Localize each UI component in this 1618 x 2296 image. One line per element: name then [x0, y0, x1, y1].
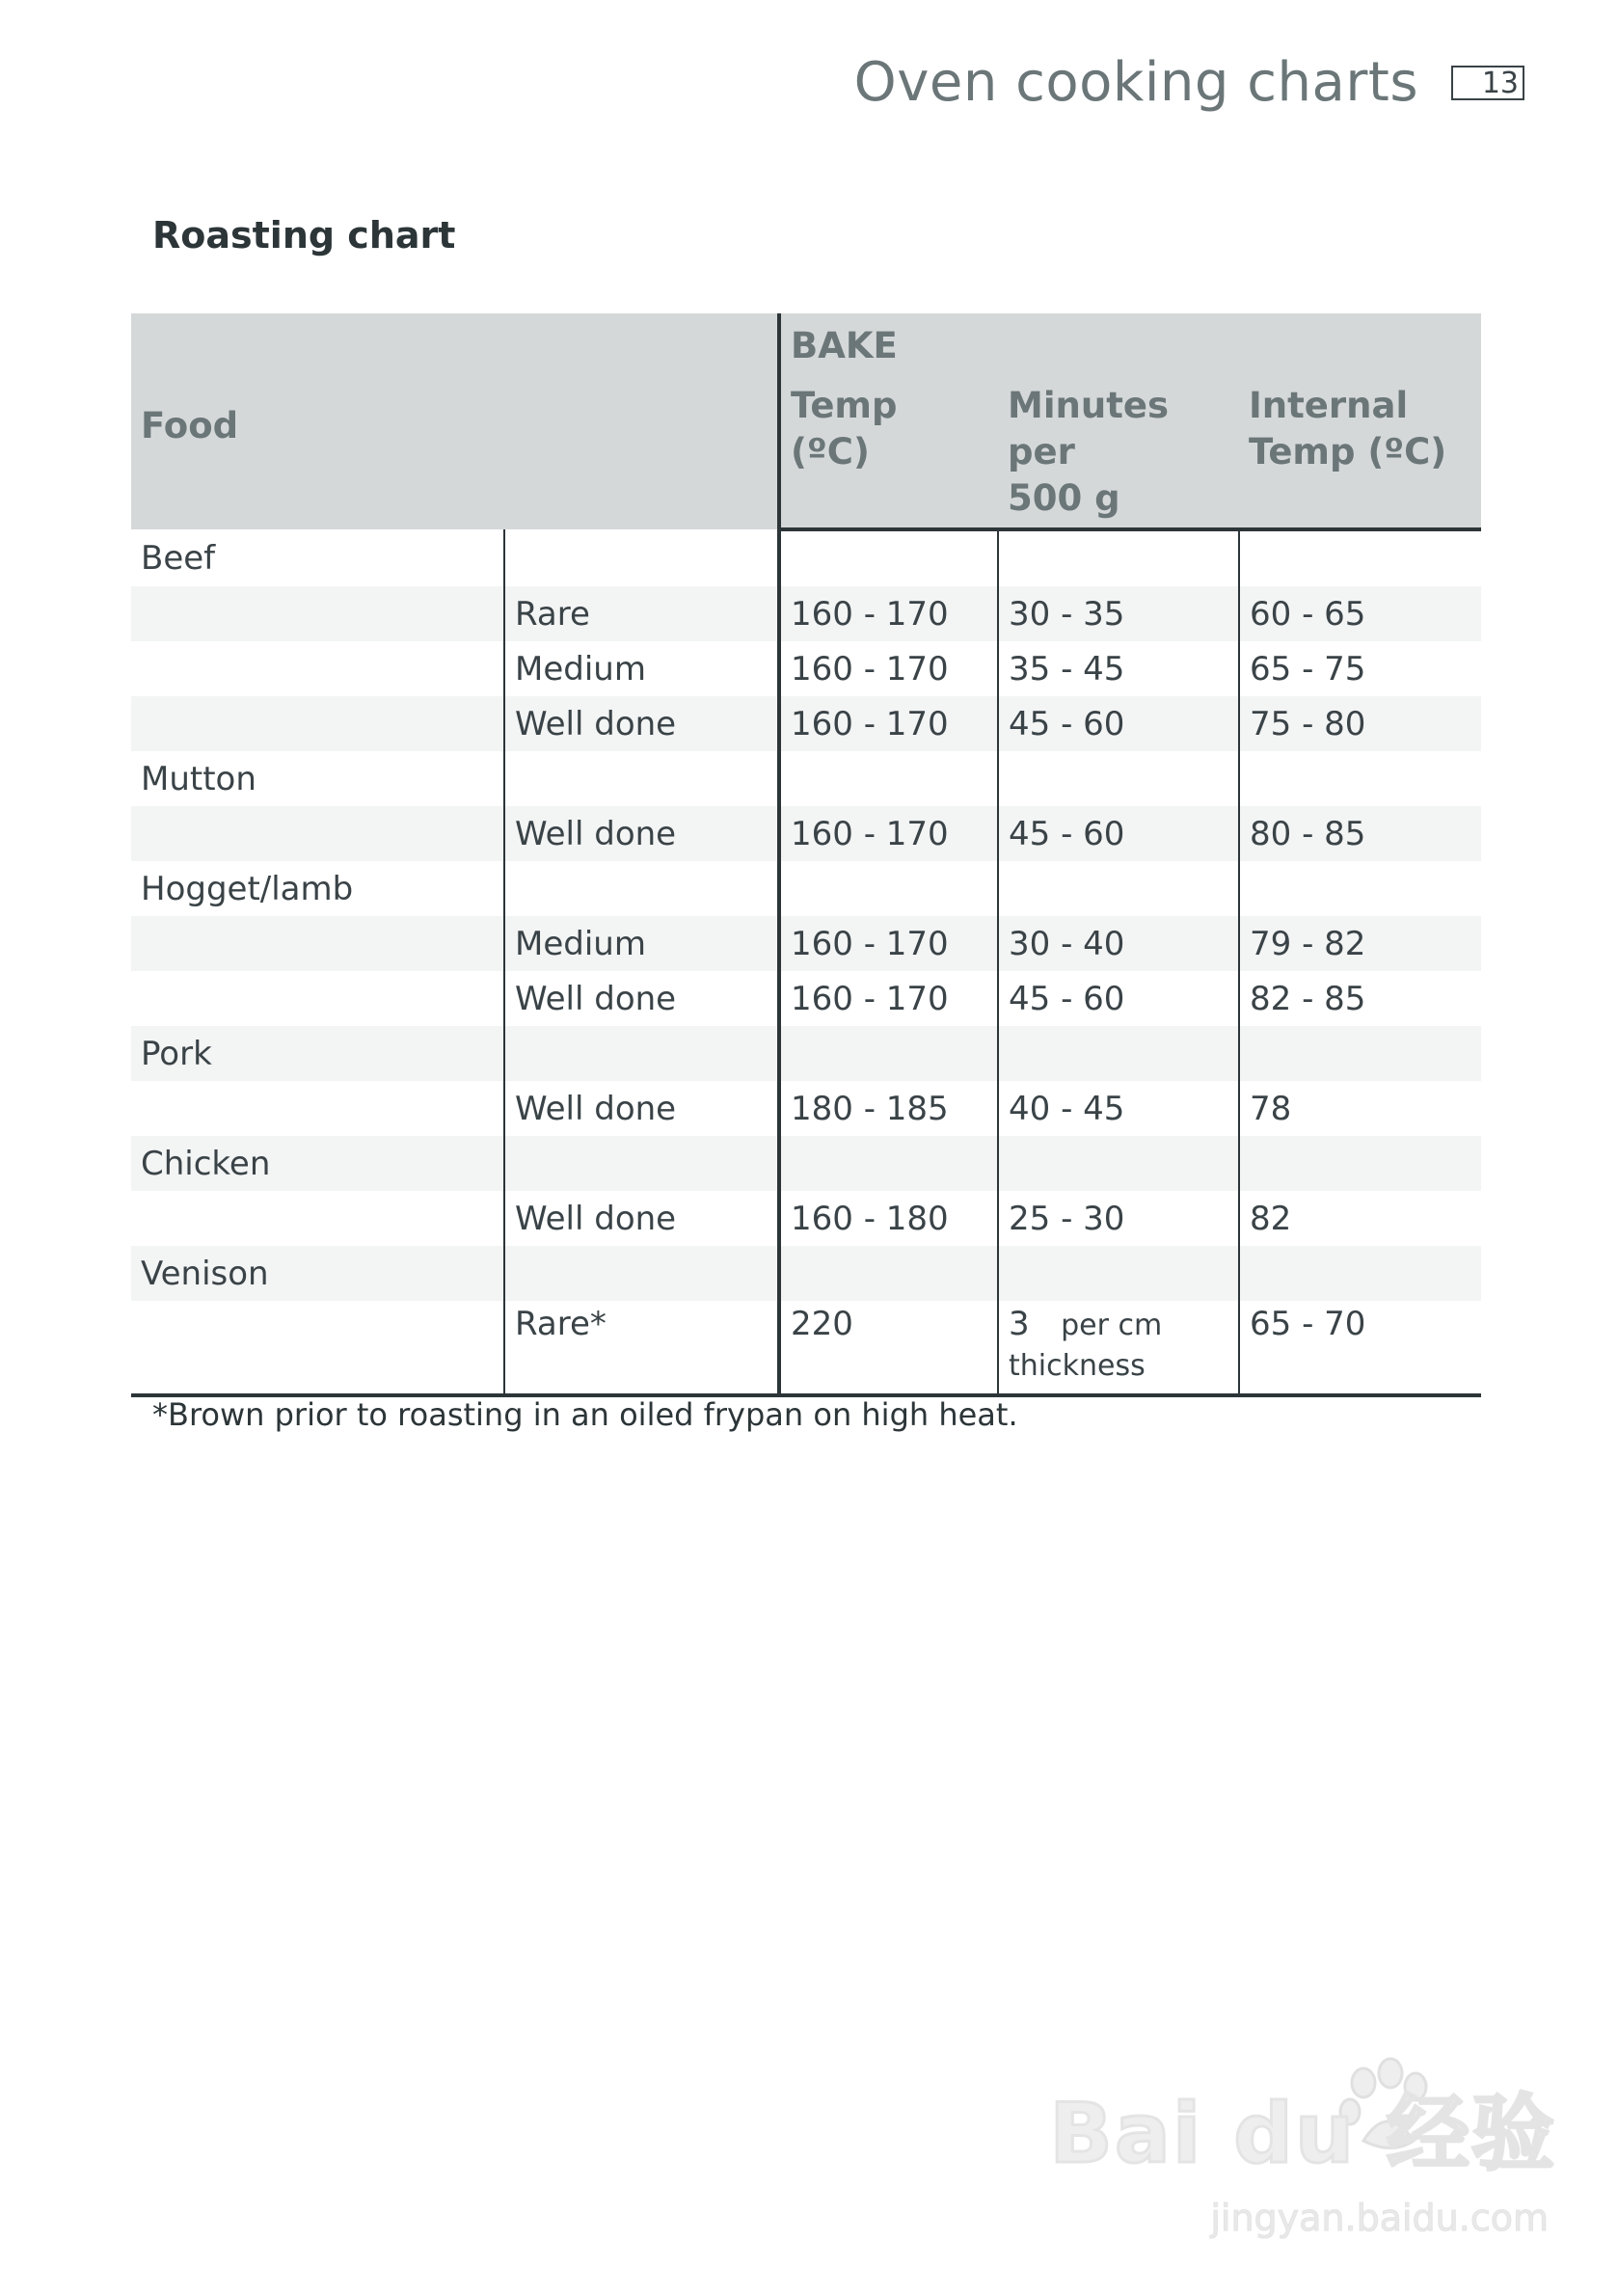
cell-internal: 82 - 85	[1239, 971, 1481, 1026]
cell-minutes	[998, 1026, 1239, 1081]
cell-doneness	[504, 751, 779, 806]
cell-internal	[1239, 529, 1481, 586]
cell-temp	[779, 751, 998, 806]
cell-temp: 160 - 170	[779, 971, 998, 1026]
cell-doneness	[504, 1136, 779, 1191]
header-internal	[1239, 383, 1481, 529]
cell-internal: 65 - 75	[1239, 641, 1481, 696]
cell-temp: 160 - 170	[779, 696, 998, 751]
cell-food: Venison	[131, 1246, 504, 1301]
table-row	[131, 586, 1481, 641]
cell-internal: 82	[1239, 1191, 1481, 1246]
cell-temp: 160 - 180	[779, 1191, 998, 1246]
cell-doneness: Well done	[504, 806, 779, 861]
table-row	[131, 1191, 1481, 1246]
cell-temp	[779, 1026, 998, 1081]
cell-minutes	[998, 1136, 1239, 1191]
cell-internal: 75 - 80	[1239, 696, 1481, 751]
header-bake: BAKE	[779, 313, 1481, 383]
header-internal-line2: Temp (ºC)	[1249, 431, 1447, 473]
cell-temp	[779, 529, 998, 586]
watermark-logo: Bai du 经验	[1049, 2086, 1556, 2182]
cell-internal: 78	[1239, 1081, 1481, 1136]
header-minutes-line2: 500 g	[1008, 477, 1120, 519]
cell-temp	[779, 1246, 998, 1301]
cell-food: Beef	[141, 538, 216, 578]
table-row	[131, 529, 1481, 586]
cell-internal	[1239, 861, 1481, 916]
cell-doneness	[504, 1026, 779, 1081]
table-row	[131, 1081, 1481, 1136]
cell-minutes: 45 - 60	[998, 696, 1239, 751]
cell-minutes-note: thickness	[1009, 1349, 1146, 1383]
cell-minutes: 40 - 45	[998, 1081, 1239, 1136]
cell-minutes	[998, 861, 1239, 916]
page-header	[853, 51, 1524, 114]
cell-food: Hogget/lamb	[141, 869, 354, 908]
cell-temp: 160 - 170	[779, 586, 998, 641]
cell-minutes: 30 - 35	[998, 586, 1239, 641]
table-row	[131, 971, 1481, 1026]
cell-internal: 65 - 70	[1239, 1301, 1481, 1395]
cell-temp: 180 - 185	[779, 1081, 998, 1136]
cell-minutes	[998, 529, 1239, 586]
cell-doneness: Well done	[504, 1081, 779, 1136]
table-row	[131, 806, 1481, 861]
cell-food	[131, 1301, 504, 1395]
cell-temp: 220	[779, 1301, 998, 1395]
cell-minutes: 45 - 60	[998, 806, 1239, 861]
cell-temp: 160 - 170	[779, 806, 998, 861]
cell-doneness: Well done	[504, 971, 779, 1026]
page-title: Oven cooking charts	[853, 51, 1418, 114]
cell-food: Pork	[131, 1026, 504, 1081]
table-row	[131, 916, 1481, 971]
cell-food	[131, 971, 504, 1026]
cell-food	[131, 696, 504, 751]
cell-internal: 80 - 85	[1239, 806, 1481, 861]
cell-minutes-value: 3	[1009, 1305, 1030, 1343]
table-row	[131, 641, 1481, 696]
cell-temp: 160 - 170	[779, 916, 998, 971]
cell-temp: 160 - 170	[779, 641, 998, 696]
cell-minutes: 25 - 30	[998, 1191, 1239, 1246]
cell-internal	[1239, 751, 1481, 806]
page-number: 13	[1451, 66, 1524, 100]
cell-doneness: Well done	[504, 696, 779, 751]
watermark-url: jingyan.baidu.com	[1210, 2197, 1549, 2239]
cell-doneness	[504, 529, 779, 586]
cell-internal	[1239, 1246, 1481, 1301]
footnote: *Brown prior to roasting in an oiled frypan on high heat.	[152, 1396, 1018, 1433]
roasting-chart-table	[131, 313, 1481, 1397]
cell-internal	[1239, 1136, 1481, 1191]
header-minutes	[998, 383, 1239, 529]
table-row	[131, 861, 1481, 916]
header-food: Food	[131, 313, 779, 529]
cell-minutes	[998, 1246, 1239, 1301]
table-row	[131, 751, 1481, 806]
header-temp: Temp (ºC)	[779, 383, 998, 529]
cell-minutes: 45 - 60	[998, 971, 1239, 1026]
cell-minutes: 35 - 45	[998, 641, 1239, 696]
watermark	[1049, 2054, 1556, 2247]
cell-doneness: Rare	[504, 586, 779, 641]
cell-minutes	[998, 751, 1239, 806]
cell-temp	[779, 1136, 998, 1191]
header-minutes-line1: Minutes per	[1008, 385, 1170, 473]
cell-food: Mutton	[141, 759, 256, 798]
table-row-venison-rare	[131, 1301, 1481, 1395]
cell-food	[131, 586, 504, 641]
cell-internal	[1239, 1026, 1481, 1081]
table-row	[131, 1026, 1481, 1081]
cell-doneness: Medium	[504, 916, 779, 971]
cell-food	[131, 1081, 504, 1136]
cell-doneness: Rare*	[504, 1301, 779, 1395]
section-title: Roasting chart	[152, 214, 456, 257]
table-row	[131, 696, 1481, 751]
cell-doneness: Medium	[504, 641, 779, 696]
cell-doneness	[504, 1246, 779, 1301]
header-internal-line1: Internal	[1249, 385, 1409, 426]
cell-food	[131, 806, 504, 861]
cell-temp	[779, 861, 998, 916]
cell-food	[131, 916, 504, 971]
cell-minutes: 30 - 40	[998, 916, 1239, 971]
cell-minutes	[998, 1301, 1239, 1395]
cell-doneness: Well done	[504, 1191, 779, 1246]
cell-internal: 79 - 82	[1239, 916, 1481, 971]
table-row	[131, 1246, 1481, 1301]
cell-food	[131, 641, 504, 696]
cell-doneness	[504, 861, 779, 916]
cell-food: Chicken	[131, 1136, 504, 1191]
cell-minutes-unit: per cm	[1061, 1309, 1163, 1342]
cell-food	[131, 1191, 504, 1246]
cell-internal: 60 - 65	[1239, 586, 1481, 641]
table-body	[131, 529, 1481, 1395]
table-header-row-bake	[131, 313, 1481, 383]
table-row	[131, 1136, 1481, 1191]
